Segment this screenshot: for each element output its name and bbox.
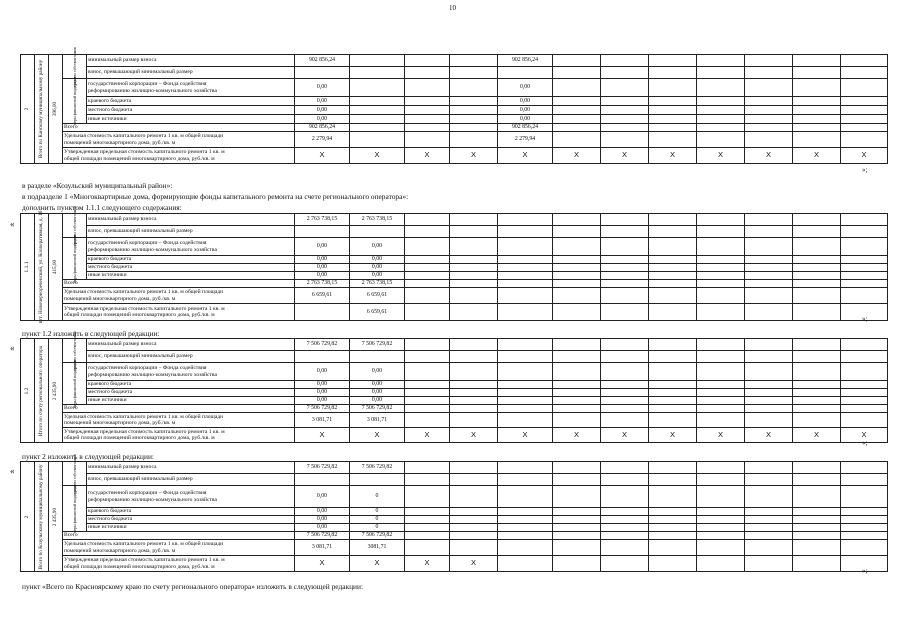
cell-value: 7 506 729,82 xyxy=(295,339,350,351)
cell-value: 3081,71 xyxy=(350,540,405,556)
cell-label: Утвержденная предельная стоимость капитального ремонта 1 кв. м общей площади помещений многоквартирного дома, руб./кв. м xyxy=(63,428,295,443)
cell-value: 902 856,24 xyxy=(498,124,553,132)
table-row xyxy=(21,474,888,486)
cell-x: X xyxy=(405,148,450,164)
table-row xyxy=(21,238,888,256)
cell-x: X xyxy=(697,428,745,443)
cell-label: государственной корпорации – Фонда содействия реформированию жилищно-коммунального хозяйства xyxy=(87,363,295,381)
cell-label: Всего xyxy=(63,532,295,540)
closing-mark: »; xyxy=(862,166,868,174)
cell-value: 6 659,61 xyxy=(350,288,405,304)
cell-value: 0,00 xyxy=(498,115,553,124)
cell-value: 0,00 xyxy=(350,397,405,405)
cell-x: X xyxy=(745,148,793,164)
cell-value: 7 506 729,82 xyxy=(295,462,350,474)
cell-x: X xyxy=(450,428,498,443)
table-row xyxy=(21,256,888,264)
cell-value: 0 xyxy=(350,508,405,516)
cell-value: 0,00 xyxy=(295,264,350,272)
cell-x: X xyxy=(498,428,553,443)
cell-value: 2 763 738,15 xyxy=(295,214,350,226)
cell-label: краевого бюджета xyxy=(87,97,295,106)
cell-value: 0,00 xyxy=(295,516,350,524)
cell-label: местного бюджета xyxy=(87,516,295,524)
paragraph: пункт «Всего по Красноярскому краю по счету регионального оператора» изложить в следующей редакции: xyxy=(22,582,364,591)
closing-mark: »; xyxy=(862,567,868,575)
cell-label: Всего xyxy=(63,405,295,413)
owners-funds-header: средства собствен-ников xyxy=(63,339,87,363)
cell-x: X xyxy=(450,148,498,164)
cell-value: 7 506 729,82 xyxy=(350,462,405,474)
table-row xyxy=(21,132,888,148)
cell-value: 0,00 xyxy=(295,397,350,405)
table-row xyxy=(21,389,888,397)
cell-value: 0,00 xyxy=(350,238,405,256)
cell-x: X xyxy=(295,148,350,164)
table-row xyxy=(21,397,888,405)
table-row xyxy=(21,413,888,428)
cell-label: Удельная стоимость капитального ремонта 1 кв. м общей площади помещений многоквартирного дома, руб./кв. м xyxy=(63,413,295,428)
cell-x: X xyxy=(350,428,405,443)
cell-value: 0,00 xyxy=(350,256,405,264)
cell-value: 0,00 xyxy=(350,381,405,389)
table-row xyxy=(21,148,888,164)
table-row xyxy=(21,272,888,280)
paragraph: в подразделе 1 «Многоквартирные дома, формирующие фонды капитального ремонта на счете регионального оператора»: xyxy=(22,192,409,201)
row-name: пгт. Новочернореченский, ул. Кооперативная, д. 16 xyxy=(35,214,49,321)
cell-value: 2 279,94 xyxy=(295,132,350,148)
cell-value: 0,00 xyxy=(498,106,553,115)
cell-value: 0,00 xyxy=(295,508,350,516)
support-header: меры финансовой поддержки xyxy=(63,486,87,532)
cell-value: 0 xyxy=(350,516,405,524)
table-row xyxy=(21,106,888,115)
cell-value: 7 506 729,82 xyxy=(295,405,350,413)
owners-funds-header: средства собствен-ников xyxy=(63,214,87,238)
cell-value: 6 659,61 xyxy=(350,304,405,321)
paragraph: дополнить пунктом 1.1.1 следующего содержания: xyxy=(22,203,182,212)
cell-x: X xyxy=(450,556,498,572)
cell-label: Всего xyxy=(63,124,295,132)
cell-x: X xyxy=(553,148,601,164)
cell-label: краевого бюджета xyxy=(87,256,295,264)
cell-x: X xyxy=(601,148,649,164)
cell-label: взнос, превышающий минимальный размер xyxy=(87,351,295,363)
paragraph: пункт 2 изложить в следующей редакции: xyxy=(22,452,154,461)
row-index: 1.2 xyxy=(21,339,35,443)
table-row xyxy=(21,351,888,363)
cell-label: минимальный размер взноса xyxy=(87,339,295,351)
cell-value: 0,00 xyxy=(295,106,350,115)
cell-value: 0,00 xyxy=(295,79,350,97)
cell-value: 0,00 xyxy=(295,238,350,256)
open-quote: « xyxy=(10,343,15,353)
cell-value: 0,00 xyxy=(350,363,405,381)
support-header: меры финансовой поддержки xyxy=(63,363,87,405)
cell-label: государственной корпорации – Фонда содействия реформированию жилищно-коммунального хозяйства xyxy=(87,79,295,97)
open-quote: « xyxy=(10,466,15,476)
table-row xyxy=(21,226,888,238)
cell-label: Утвержденная предельная стоимость капитального ремонта 1 кв. м общей площади помещений многоквартирного дома, руб./кв. м xyxy=(63,148,295,164)
table-row xyxy=(21,405,888,413)
cell-label: Удельная стоимость капитального ремонта 1 кв. м общей площади помещений многоквартирного дома, руб./кв. м xyxy=(63,132,295,148)
cell-label: взнос, превышающий минимальный размер xyxy=(87,226,295,238)
cell-x: X xyxy=(553,428,601,443)
cell-label: Всего xyxy=(63,280,295,288)
cell-label: местного бюджета xyxy=(87,264,295,272)
row-area: 2 435,90 xyxy=(49,339,63,443)
cell-label: Удельная стоимость капитального ремонта 1 кв. м общей площади помещений многоквартирного дома, руб./кв. м xyxy=(63,288,295,304)
cell-value: 0 xyxy=(350,486,405,508)
cell-value: 7 506 729,82 xyxy=(295,532,350,540)
cell-value: 0,00 xyxy=(350,264,405,272)
closing-mark: »; xyxy=(862,439,868,447)
cell-value: 0,00 xyxy=(295,524,350,532)
cell-label: иные источники xyxy=(87,397,295,405)
cell-value: 3 081,71 xyxy=(350,413,405,428)
cell-x: X xyxy=(793,428,841,443)
cell-value: 0,00 xyxy=(498,97,553,106)
table-row xyxy=(21,304,888,321)
table-row xyxy=(21,532,888,540)
cell-x: X xyxy=(405,556,450,572)
cell-value: 3 081,71 xyxy=(295,540,350,556)
table-row xyxy=(21,508,888,516)
cell-value: 0 xyxy=(350,524,405,532)
cell-value: 2 763 738,15 xyxy=(295,280,350,288)
cell-label: взнос, превышающий минимальный размер xyxy=(87,474,295,486)
table-row xyxy=(21,115,888,124)
cell-value: 2 763 738,15 xyxy=(350,280,405,288)
page-number: 10 xyxy=(449,4,456,12)
cell-x: X xyxy=(841,148,888,164)
row-index: 2 xyxy=(21,462,35,572)
row-area: 2 435,90 xyxy=(49,462,63,572)
paragraph: в разделе «Козульский муниципальный район»: xyxy=(22,181,173,190)
table-row xyxy=(21,381,888,389)
cell-label: Удельная стоимость капитального ремонта 1 кв. м общей площади помещений многоквартирного дома, руб./кв. м xyxy=(63,540,295,556)
table-row xyxy=(21,516,888,524)
cell-x: X xyxy=(295,428,350,443)
cell-label: краевого бюджета xyxy=(87,508,295,516)
cell-label: иные источники xyxy=(87,272,295,280)
cell-value: 0,00 xyxy=(295,256,350,264)
cell-label: местного бюджета xyxy=(87,389,295,397)
cell-label: иные источники xyxy=(87,524,295,532)
cell-value: 6 659,61 xyxy=(295,288,350,304)
row-area: 415,00 xyxy=(49,214,63,321)
row-index: 1.1.1 xyxy=(21,214,35,321)
cell-value: 0,00 xyxy=(295,363,350,381)
cell-value: 0,00 xyxy=(295,115,350,124)
cell-label: Утвержденная предельная стоимость капитального ремонта 1 кв. м общей площади помещений многоквартирного дома, руб./кв. м xyxy=(63,556,295,572)
table-row xyxy=(21,462,888,474)
cell-value: 2 763 738,15 xyxy=(350,214,405,226)
cell-label: минимальный размер взноса xyxy=(87,55,295,67)
cell-value: 0,00 xyxy=(498,79,553,97)
cell-label: государственной корпорации – Фонда содействия реформированию жилищно-коммунального хозяйства xyxy=(87,238,295,256)
cell-x: X xyxy=(649,148,697,164)
cell-value: 0,00 xyxy=(350,272,405,280)
table-row xyxy=(21,79,888,97)
cell-value: 2 279,94 xyxy=(498,132,553,148)
cell-value: 7 506 729,82 xyxy=(350,532,405,540)
owners-funds-header: средства собствен-ников xyxy=(63,55,87,79)
closing-mark: »; xyxy=(862,315,868,323)
row-name: Всего по Канскому муниципальному району xyxy=(35,55,49,164)
cell-label: государственной корпорации – Фонда содействия реформированию жилищно-коммунального хозяйства xyxy=(87,486,295,508)
cell-x: X xyxy=(498,148,553,164)
paragraph: пункт 1.2 изложить в следующей редакции: xyxy=(22,329,160,338)
table-row xyxy=(21,288,888,304)
cell-value: 0,00 xyxy=(295,97,350,106)
row-name: Итого по счету регионального оператора xyxy=(35,339,49,443)
table-row xyxy=(21,124,888,132)
cell-label: иные источники xyxy=(87,115,295,124)
table-row xyxy=(21,540,888,556)
cell-value: 0,00 xyxy=(350,389,405,397)
cell-x: X xyxy=(405,428,450,443)
cell-value: 7 506 729,82 xyxy=(350,405,405,413)
support-header: меры финансовой поддержки xyxy=(63,79,87,124)
support-header: меры финансовой поддержки xyxy=(63,238,87,280)
cell-x: X xyxy=(697,148,745,164)
cell-label: минимальный размер взноса xyxy=(87,214,295,226)
cell-value: 7 506 729,82 xyxy=(350,339,405,351)
table-row xyxy=(21,486,888,508)
cell-label: местного бюджета xyxy=(87,106,295,115)
table-row xyxy=(21,428,888,443)
cell-x: X xyxy=(649,428,697,443)
table-row xyxy=(21,339,888,351)
table-row xyxy=(21,363,888,381)
table-kansky-total xyxy=(20,46,888,164)
cell-value: 902 856,24 xyxy=(498,55,553,67)
table-row xyxy=(21,67,888,79)
cell-x: X xyxy=(841,428,888,443)
table-row xyxy=(21,280,888,288)
open-quote: « xyxy=(10,219,15,229)
table-row xyxy=(21,97,888,106)
cell-label: Утвержденная предельная стоимость капитального ремонта 1 кв. м общей площади помещений многоквартирного дома, руб./кв. м xyxy=(63,304,295,321)
row-index: 2 xyxy=(21,55,35,164)
cell-x: X xyxy=(745,428,793,443)
cell-label: взнос, превышающий минимальный размер xyxy=(87,67,295,79)
cell-value: 902 856,24 xyxy=(295,124,350,132)
cell-x: X xyxy=(793,148,841,164)
table-row xyxy=(21,214,888,226)
table-row xyxy=(21,264,888,272)
cell-value: 0,00 xyxy=(295,381,350,389)
cell-label: минимальный размер взноса xyxy=(87,462,295,474)
cell-x: X xyxy=(350,148,405,164)
owners-funds-header: средства собствен-ников xyxy=(63,462,87,486)
cell-value: 0,00 xyxy=(295,272,350,280)
cell-x: X xyxy=(350,556,405,572)
table-row xyxy=(21,524,888,532)
cell-value: 0,00 xyxy=(295,486,350,508)
cell-value: 3 081,71 xyxy=(295,413,350,428)
row-area: 396,00 xyxy=(49,55,63,164)
cell-x: X xyxy=(295,556,350,572)
row-name: Всего по Козульскому муниципальному району xyxy=(35,462,49,572)
cell-value: 0,00 xyxy=(295,389,350,397)
cell-value: 902 856,24 xyxy=(295,55,350,67)
table-row xyxy=(21,556,888,572)
cell-label: краевого бюджета xyxy=(87,381,295,389)
table-row xyxy=(21,55,888,67)
cell-x: X xyxy=(601,428,649,443)
